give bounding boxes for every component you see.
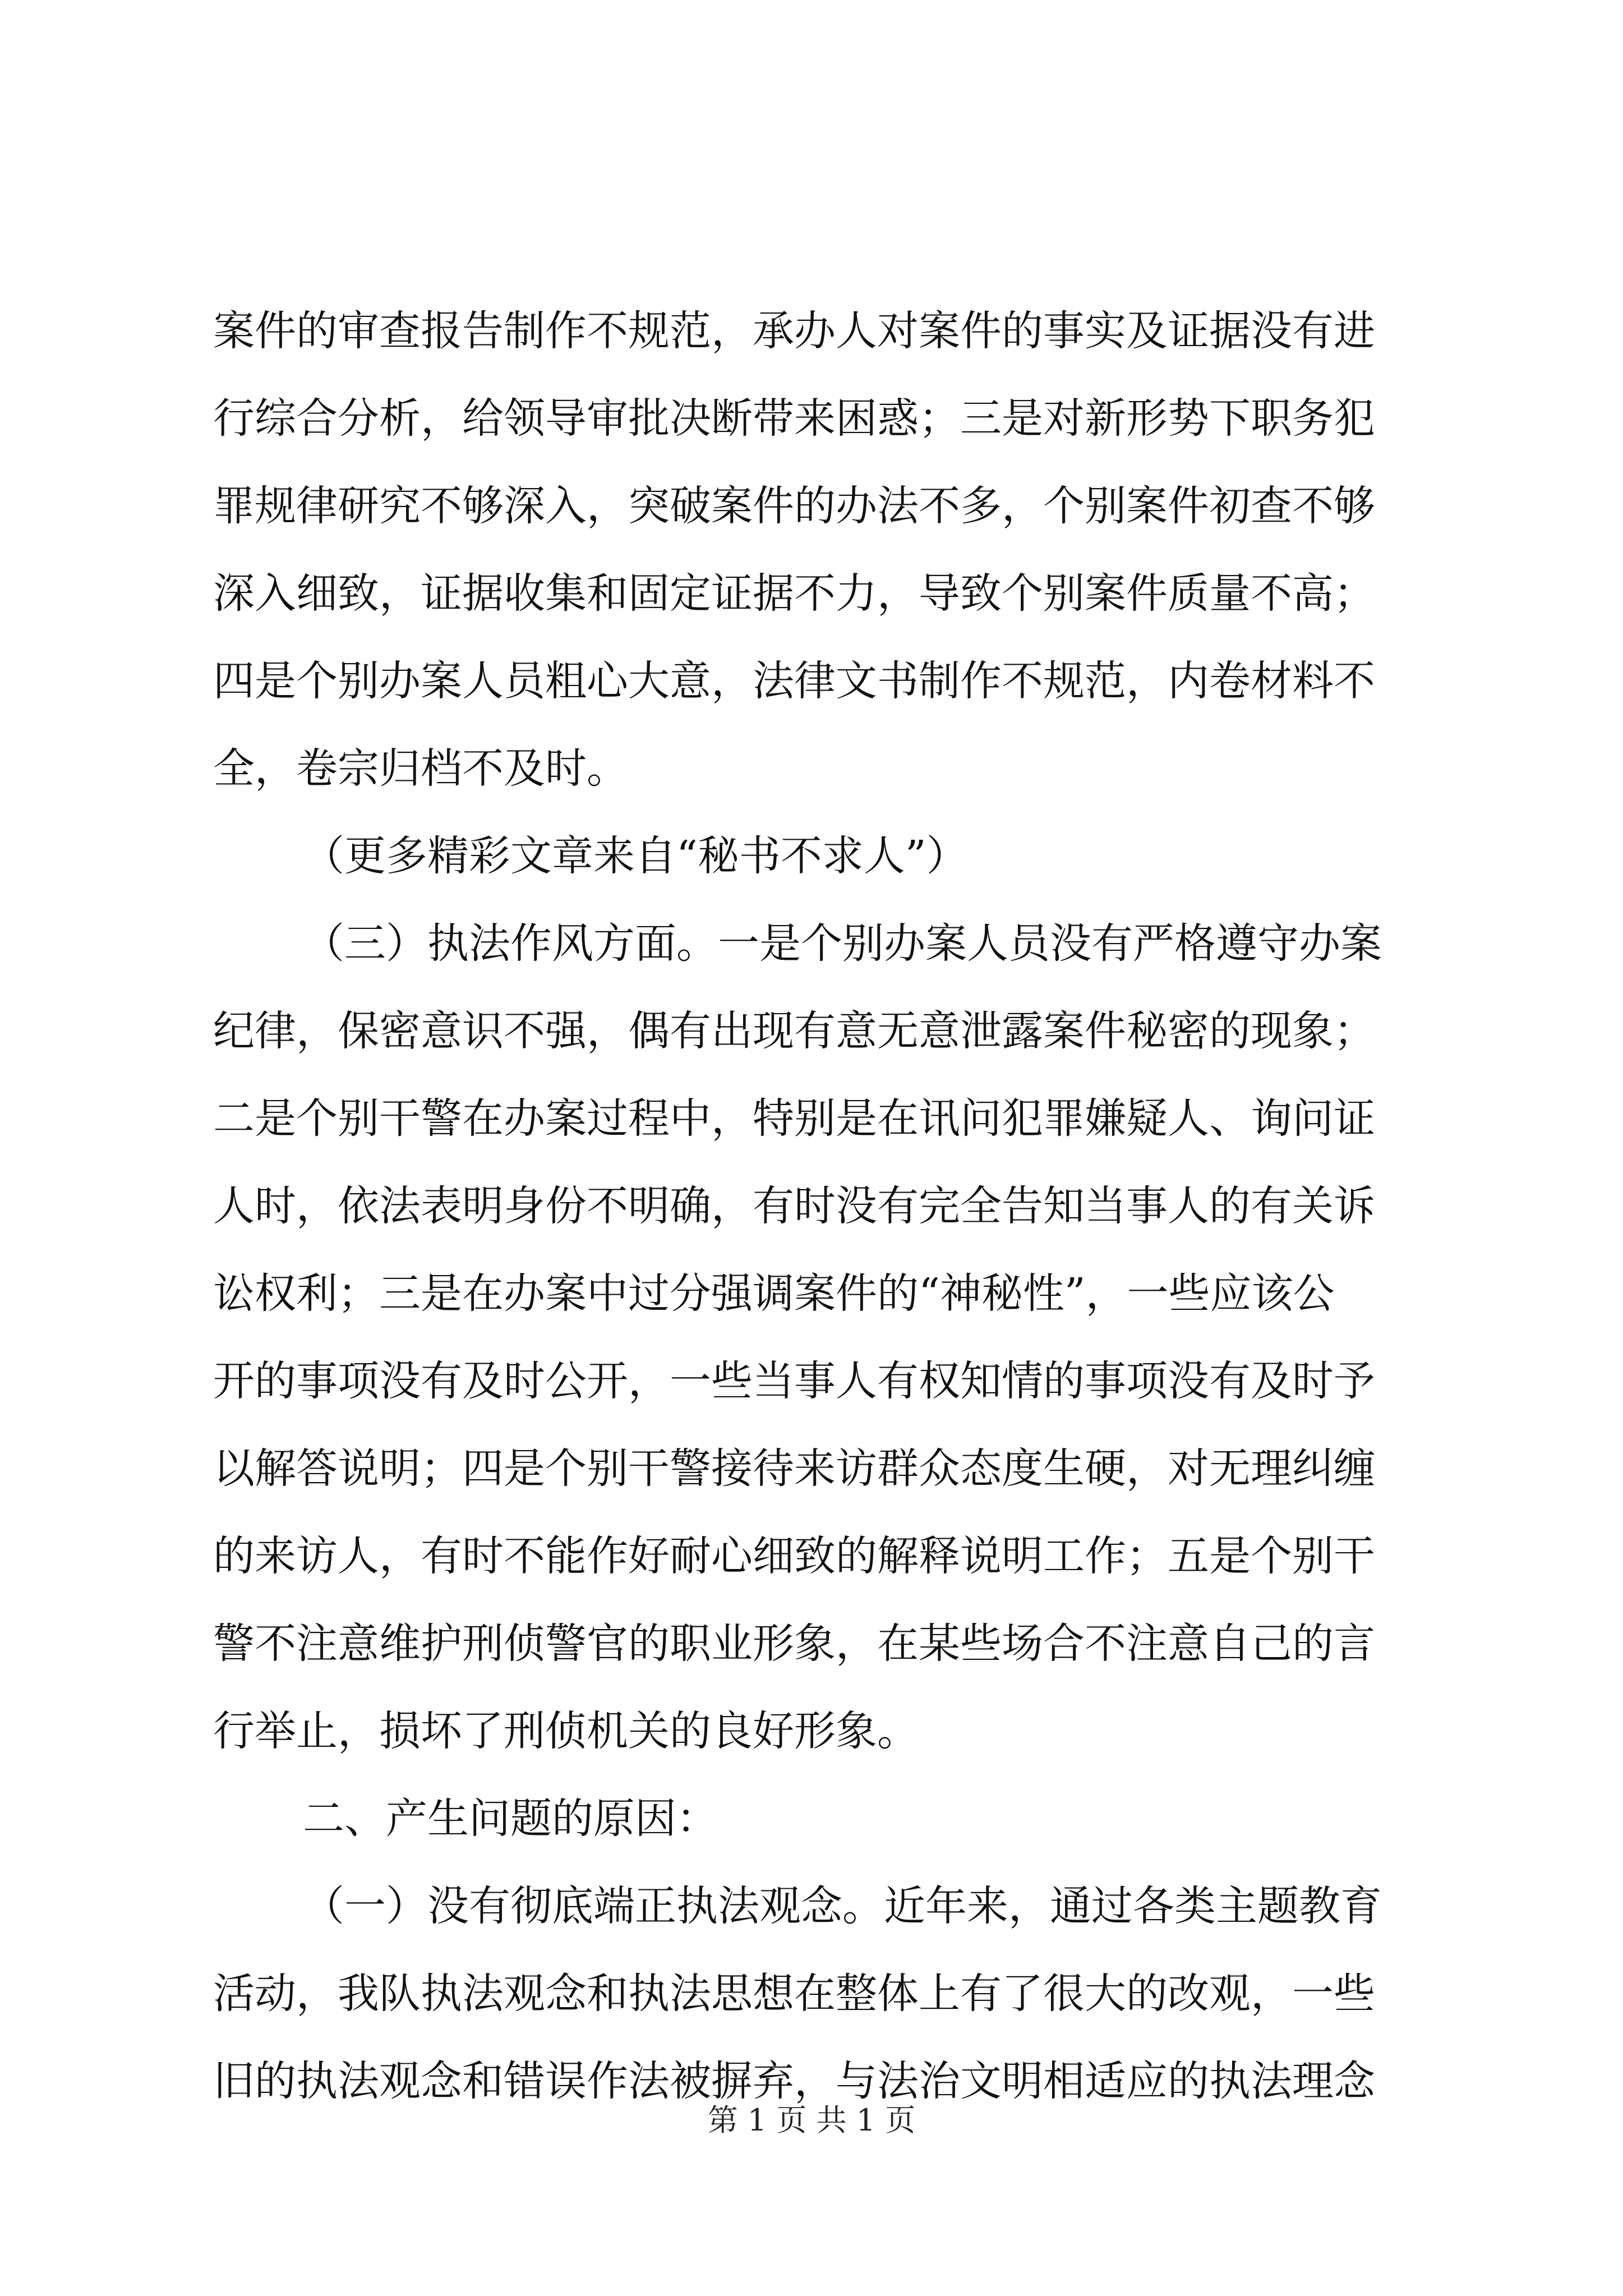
body-line-21: 旧的执法观念和错误作法被摒弃，与法治文明相适应的执法理念	[213, 2057, 1375, 2105]
body-line-16: 警不注意维护刑侦警官的职业形象，在某些场合不注意自己的言	[213, 1619, 1375, 1668]
body-line-3: 罪规律研究不够深入，突破案件的办法不多，个别案件初查不够	[213, 482, 1375, 530]
body-line-14: 以解答说明；四是个别干警接待来访群众态度生硬，对无理纠缠	[213, 1444, 1375, 1493]
body-line-17: 行举止，损坏了刑侦机关的良好形象。	[213, 1707, 919, 1755]
section-2-heading: 二、产生问题的原因：	[303, 1795, 718, 1843]
body-line-4: 深入细致，证据收集和固定证据不力，导致个别案件质量不高；	[213, 569, 1375, 618]
body-line-15: 的来访人，有时不能作好耐心细致的解释说明工作；五是个别干	[213, 1532, 1375, 1580]
body-line-5: 四是个别办案人员粗心大意，法律文书制作不规范，内卷材料不	[213, 657, 1375, 705]
source-note-line: （更多精彩文章来自“秘书不求人”）	[303, 832, 968, 880]
body-line-10: 二是个别干警在办案过程中，特别是在讯问犯罪嫌疑人、询问证	[213, 1094, 1375, 1143]
body-line-11: 人时，依法表明身份不明确，有时没有完全告知当事人的有关诉	[213, 1182, 1375, 1230]
page-footer: 第 1 页 共 1 页	[707, 2102, 916, 2138]
body-line-2: 行综合分析，给领导审批决断带来困惑；三是对新形势下职务犯	[213, 394, 1375, 443]
body-line-20: 活动，我队执法观念和执法思想在整体上有了很大的改观，一些	[213, 1970, 1375, 2018]
subsection-1-heading-line: （一）没有彻底端正执法观念。近年来，通过各类主题教育	[303, 1882, 1382, 1930]
body-line-13: 开的事项没有及时公开，一些当事人有权知情的事项没有及时予	[213, 1357, 1375, 1405]
body-line-1: 案件的审查报告制作不规范，承办人对案件的事实及证据没有进	[213, 307, 1375, 355]
body-line-12: 讼权利；三是在办案中过分强调案件的“神秘性”，一些应该公	[213, 1269, 1335, 1318]
body-line-9: 纪律，保密意识不强，偶有出现有意无意泄露案件秘密的现象；	[213, 1007, 1375, 1055]
section-3-heading-line: （三）执法作风方面。一是个别办案人员没有严格遵守办案	[303, 919, 1382, 968]
body-line-6: 全，卷宗归档不及时。	[213, 744, 628, 793]
